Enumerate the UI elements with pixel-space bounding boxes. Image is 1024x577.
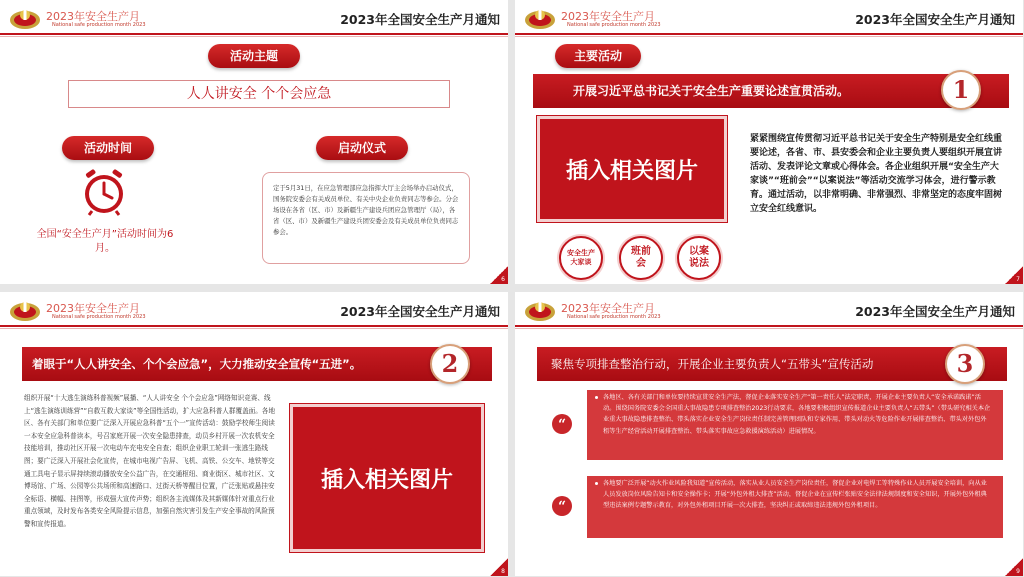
page-number: 7 xyxy=(1005,266,1023,284)
header-rule xyxy=(0,33,508,35)
brand-title: 2023年安全生产月 xyxy=(46,302,140,315)
slide-title: 2023年全国安全生产月通知 xyxy=(855,12,1015,27)
meeting-talk-button[interactable]: 安全生产大家谈 xyxy=(559,236,603,280)
slide-title: 2023年全国安全生产月通知 xyxy=(340,12,500,27)
brand-subtitle: National safe production month 2023 xyxy=(52,314,146,320)
brand-title: 2023年安全生产月 xyxy=(561,10,655,23)
alarm-clock-icon xyxy=(80,168,128,216)
section-label: 主要活动 xyxy=(555,44,641,68)
slide-9[interactable] xyxy=(515,292,1023,576)
slide-header xyxy=(0,292,508,328)
quote-icon: “ xyxy=(552,496,572,516)
slide-6[interactable] xyxy=(0,0,508,284)
safety-emblem-icon xyxy=(523,6,557,30)
page-number: 9 xyxy=(1005,558,1023,576)
header-rule-thin xyxy=(515,328,1023,329)
header-rule-thin xyxy=(0,36,508,37)
brand-subtitle: National safe production month 2023 xyxy=(567,22,661,28)
safety-emblem-icon xyxy=(8,6,42,30)
image-placeholder[interactable]: 插入相关图片 xyxy=(290,404,484,552)
activity-card-1-text: 各地区、各有关部门和单位要持续宣贯安全生产法，督促企业落实安全生产“第一责任人”法定职责，开展企业主要负责人“安全承诺践诺”活动。围绕国务院安委会全国重大事故隐患专项排查整治2023行动要求，各地要积极组织宣传报道企业主要负责人“五带头”（带头研究相关本企业重大事故隐患排查整治、带头落实企业安全生产岗位责任制完善管理团队和专家作用、带头对动火等危险作业开展排查整治、带头对外包外租等生产经营活动开展排查整治、带头落实事故应急救援演练活动）进展情况。 xyxy=(603,394,991,435)
banner-text: 着眼于“人人讲安全、个个会应急”，大力推动安全宣传“五进”。 xyxy=(32,357,362,371)
time-label: 活动时间 xyxy=(62,136,154,160)
activity-paragraph: 组织开展“十大逃生演练科普视频”展播、“人人讲安全 个个会应急”网络知识竞赛、线上“逃生演练训练营”“自救互救大家谈”等全国性活动，扩大应急科普人群覆盖面。各地区、各有关部门和单位要广泛深入开展应急科普“五个一”宣传活动：鼓励学校师生阅读一本安全应急科普读本，号召家庭开展一次安全隐患排查，动员乡村开展一次农机安全技能培训，推动社区开展一次电动车充电安全自查；组织企业职工轮训一张逃生路线图；要广泛深入开展社会化宣传，在城市电视广告屏、飞机、高铁、公交车、地铁等交通工具电子显示屏持续滚动播放安全公益广告，在交通枢纽、商业街区、城市社区、文博场馆、广场、公园等公共场所和高速路口、过街天桥等醒目位置，广泛张贴或悬挂安全标语、横幅、挂图等，形成强大宣传声势；组织各主流媒体及其新媒体针对重点行业重点领域，及时发布各类安全风险提示信息，加强自然灾害引发生产安全事故的风险预警和宣传报道。 xyxy=(24,394,276,528)
section-banner xyxy=(22,347,492,381)
activity-card-1 xyxy=(537,390,1003,460)
case-law-button[interactable]: 以案说法 xyxy=(677,236,721,280)
brand-subtitle: National safe production month 2023 xyxy=(567,314,661,320)
activity-card-2-text: 各地要广泛开展“动火作业风险我知道”宣传活动，落实从业人员安全生产岗位责任，督促企业对电焊工等特殊作业人员开展安全培训，向从业人员发放岗位风险告知卡和安全操作卡；开展“外包外租大排查”活动，督促企业在宣传栏张贴安全法律法规制度和安全知识，开展外包外租典型违法案例专题警示教育，对外包外租项目开展一次大排查，坚决纠正或取缔违法违规外包外租项目。 xyxy=(603,480,987,510)
slide-header xyxy=(515,292,1023,328)
page-number: 6 xyxy=(490,266,508,284)
launch-text: 定于5月31日，在应急管理部应急指挥大厅主会场举办启动仪式，国务院安委会有关成员单位、有关中央企业负责同志等参会。分会场设在各省（区、市）及新疆生产建设兵团应急管理厅（局），各省（区、市）及新疆生产建设兵团安委会及有关成员单位负责同志参会。 xyxy=(262,172,470,264)
quote-icon: “ xyxy=(552,414,572,434)
header-rule-thin xyxy=(515,36,1023,37)
safety-emblem-icon xyxy=(8,298,42,322)
header-rule-thin xyxy=(0,328,508,329)
slide-title: 2023年全国安全生产月通知 xyxy=(340,304,500,319)
banner-text: 开展习近平总书记关于安全生产重要论述宣贯活动。 xyxy=(573,84,850,98)
theme-text: 人人讲安全 个个会应急 xyxy=(68,80,450,108)
number-badge: 1 xyxy=(941,70,981,110)
header-rule xyxy=(515,325,1023,327)
launch-label: 启动仪式 xyxy=(316,136,408,160)
slide-8[interactable] xyxy=(0,292,508,576)
theme-label: 活动主题 xyxy=(208,44,300,68)
section-banner xyxy=(537,347,1007,381)
slide-7[interactable] xyxy=(515,0,1023,284)
slide-header xyxy=(0,0,508,36)
safety-emblem-icon xyxy=(523,298,557,322)
section-banner xyxy=(533,74,1009,108)
page-number: 8 xyxy=(490,558,508,576)
number-badge: 2 xyxy=(430,344,470,384)
header-rule xyxy=(515,33,1023,35)
activity-card-2 xyxy=(537,476,1003,538)
bullet-dot xyxy=(595,482,598,485)
bullet-dot xyxy=(595,396,598,399)
pre-shift-button[interactable]: 班前会 xyxy=(619,236,663,280)
image-placeholder[interactable]: 插入相关图片 xyxy=(537,116,727,222)
slide-header xyxy=(515,0,1023,36)
header-rule xyxy=(0,325,508,327)
activity-paragraph: 紧紧围绕宣传贯彻习近平总书记关于安全生产特别是安全红线重要论述，各省、市、县安委会和企业主要负责人要组织开展宣讲活动、发表评论文章或心得体会。各企业组织开展“安全生产大家谈”“班前会”“以案说法”等活动交流学习体会，进行警示教育。通过活动，以非常明确、非常强烈、非常坚定的态度牢固树立安全红线意识。 xyxy=(750,134,1003,214)
brand-title: 2023年安全生产月 xyxy=(561,302,655,315)
number-badge: 3 xyxy=(945,344,985,384)
banner-text: 聚焦专项排查整治行动，开展企业主要负责人“五带头”宣传活动 xyxy=(551,357,874,371)
brand-subtitle: National safe production month 2023 xyxy=(52,22,146,28)
time-text: 全国“安全生产月”活动时间为6月。 xyxy=(36,229,174,254)
slide-title: 2023年全国安全生产月通知 xyxy=(855,304,1015,319)
brand-title: 2023年安全生产月 xyxy=(46,10,140,23)
